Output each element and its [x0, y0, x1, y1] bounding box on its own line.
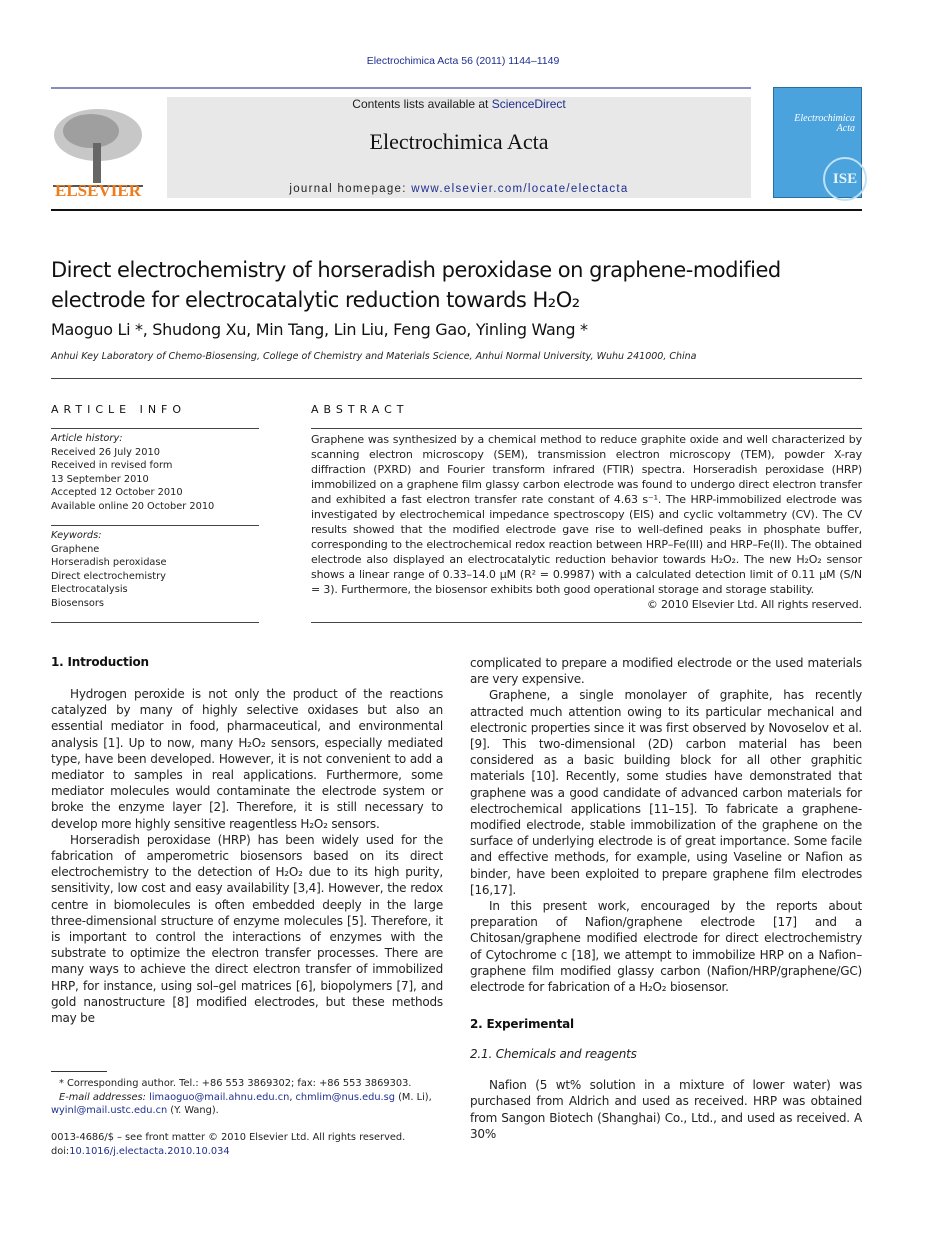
- email-link[interactable]: limaoguo@mail.ahnu.edu.cn: [149, 1091, 290, 1103]
- corresponding-author-note: * Corresponding author. Tel.: +86 553 3869302; fax: +86 553 3869303.: [59, 1078, 412, 1089]
- divider: [311, 622, 862, 623]
- homepage-prefix: journal homepage:: [289, 183, 412, 195]
- keyword: Graphene: [51, 543, 100, 555]
- sciencedirect-link[interactable]: ScienceDirect: [491, 97, 566, 111]
- doi-prefix: doi:: [51, 1145, 70, 1157]
- keywords: [51, 529, 259, 610]
- homepage-line: [167, 183, 751, 195]
- header-rule: [51, 87, 751, 89]
- email-label: E-mail addresses:: [59, 1091, 146, 1103]
- email-suffix: (Y. Wang).: [167, 1105, 219, 1116]
- paragraph: Graphene, a single monolayer of graphite, has recently attracted much attention owing to its particular mechanical and electronic properties since it was first observed by Novoselov et al. [9]. This two-dimensional (2D) carbon material has been considered as a basic building block for all other graphitic materials [10]. Recently, some studies have demonstrated that graphene was a good candidate of advanced carbon materials for electrochemical applications [11–15]. To fabricate a graphene-modified electrode, stable immobilization of the graphene on the surface of underlying electrode is of great importance. Some facile and effective methods, for example, using Vaseline or Nafion as binder, have been exploited to prepare graphene film electrodes [16,17].: [470, 688, 862, 897]
- history-item: Received 26 July 2010: [51, 446, 160, 458]
- affiliation: Anhui Key Laboratory of Chemo-Biosensing, College of Chemistry and Materials Science, Anhui Normal University, Wuhu 241000, China: [51, 351, 697, 362]
- homepage-link[interactable]: www.elsevier.com/locate/electacta: [411, 183, 629, 195]
- title-line: Direct electrochemistry of horseradish peroxidase on graphene-modified: [51, 258, 781, 282]
- contents-prefix: Contents lists available at: [352, 97, 492, 111]
- article-history: [51, 432, 259, 513]
- journal-title: Electrochimica Acta: [369, 129, 549, 154]
- subsection-heading: 2.1. Chemicals and reagents: [470, 1047, 637, 1062]
- title-line: electrode for electrocatalytic reduction towards H₂O₂: [51, 288, 580, 312]
- divider: [311, 428, 862, 429]
- section-heading: 1. Introduction: [51, 655, 149, 669]
- history-item: Accepted 12 October 2010: [51, 487, 183, 498]
- divider: [51, 525, 259, 526]
- paragraph: Nafion (5 wt% solution in a mixture of lower water) was purchased from Aldrich and used as received. HRP was obtained from Sangon Biotech (Shanghai) Co., Ltd., and used as received. A 30%: [470, 1078, 862, 1141]
- right-column: [470, 655, 862, 1142]
- ise-logo: ISE: [823, 157, 867, 201]
- keyword: Horseradish peroxidase: [51, 557, 167, 568]
- cover-title: Electrochimica Acta: [794, 113, 855, 134]
- footnote-rule: [51, 1071, 107, 1072]
- abstract-heading: ABSTRACT: [311, 403, 409, 416]
- divider: [51, 378, 862, 379]
- history-label: Article history:: [51, 433, 123, 444]
- abstract-copyright: © 2010 Elsevier Ltd. All rights reserved.: [646, 598, 862, 611]
- keyword: Biosensors: [51, 597, 105, 609]
- history-item: Received in revised form: [51, 460, 173, 471]
- doi-link[interactable]: 10.1016/j.electacta.2010.10.034: [69, 1145, 230, 1157]
- running-head[interactable]: Electrochimica Acta 56 (2011) 1144–1149: [366, 55, 560, 67]
- article-info-heading: ARTICLE INFO: [51, 403, 187, 416]
- left-column: [51, 655, 443, 1026]
- abstract-body: Graphene was synthesized by a chemical method to reduce graphite oxide and well characterized by scanning electron microscopy (SEM), transmission electron microscopy (TEM), powder X-ray diffraction (PXRD) and Fourier transform infrared (FTIR) spectra. Horseradish peroxidase (HRP) immobilized on a graphene film glassy carbon electrode was found to undergo direct electron transfer and exhibited a fast electron transfer rate constant of 4.63 s⁻¹. The HRP-immobilized electrode was investigated by electrochemical impedance spectroscopy (EIS) and cyclic voltammetry (CV). The CV results showed that the modified electrode gave rise to well-defined peaks in phosphate buffer, corresponding to the electrochemical redox reaction between HRP–Fe(III) and HRP–Fe(II). The obtained electrode also displayed an electrocatalytic reduction behavior towards H₂O₂. The new H₂O₂ sensor shows a linear range of 0.33–14.0 μM (R² = 0.9987) with a calculated detection limit of 0.11 μM (S/N = 3). Furthermore, the biosensor exhibits both good operational storage and storage stability.: [311, 433, 862, 596]
- journal-cover-image[interactable]: [773, 87, 862, 198]
- email-link[interactable]: wyinl@mail.ustc.edu.cn: [51, 1105, 168, 1116]
- author-list: Maoguo Li *, Shudong Xu, Min Tang, Lin Liu, Feng Gao, Yinling Wang *: [51, 320, 588, 339]
- keyword: Electrocatalysis: [51, 584, 128, 595]
- divider: [51, 622, 259, 623]
- paragraph: Horseradish peroxidase (HRP) has been widely used for the fabrication of amperometric biosensors based on its direct electrochemistry to the detection of H₂O₂ due to its high purity, sensitivity, low cost and easy availability [3,4]. However, the redox centre in biomolecules is often embedded deeply in the large three-dimensional structure of enzyme molecules [5]. Therefore, it is important to control the interactions of enzymes with the substrate to optimize the electron transfer processes. There are many ways to achieve the direct electron transfer of immobilized HRP, for instance, using sol–gel matrices [6], biopolymers [7], and gold nanostructure [8] modified electrodes, but these methods may be: [51, 832, 443, 1026]
- elsevier-wordmark: ELSEVIER: [55, 181, 141, 200]
- issn-doi: [51, 1131, 471, 1158]
- contents-line: [167, 97, 751, 111]
- article-title: [51, 255, 851, 315]
- paragraph: In this present work, encouraged by the reports about preparation of Nafion/graphene electrode [17] and a Chitosan/graphene modified electrode for direct electrochemistry of Cytochrome c [18], we attempt to immobilize HRP on a Nafion–graphene film modified glassy carbon (Nafion/HRP/graphene/GC) electrode for fabrication of a H₂O₂ biosensor.: [470, 899, 862, 995]
- issn-line: 0013-4686/$ – see front matter © 2010 Elsevier Ltd. All rights reserved.: [51, 1132, 406, 1143]
- history-item: 13 September 2010: [51, 473, 149, 485]
- divider: [51, 428, 259, 429]
- journal-banner: [167, 97, 751, 198]
- section-heading: 2. Experimental: [470, 1017, 574, 1032]
- keyword: Direct electrochemistry: [51, 570, 166, 582]
- header-bottom-rule: [51, 209, 862, 211]
- abstract-text: [311, 432, 862, 612]
- history-item: Available online 20 October 2010: [51, 500, 215, 512]
- footnotes: * Corresponding author. Tel.: +86 553 3869302; fax: +86 553 3869303. E-mail addresses: limaoguo@mail.ahnu.edu.cn, chmlim@nus.edu.sg (M. Li), wyinl@mail.ustc.edu.cn (Y. Wang).: [51, 1077, 443, 1118]
- email-suffix: (M. Li),: [395, 1091, 432, 1103]
- keywords-label: Keywords:: [51, 530, 102, 541]
- paragraph: complicated to prepare a modified electrode or the used materials are very expensive.: [470, 656, 862, 687]
- email-link[interactable]: chmlim@nus.edu.sg: [295, 1091, 395, 1103]
- paragraph: Hydrogen peroxide is not only the product of the reactions catalyzed by many of highly selective oxidases but also an essential mediator in food, pharmaceutical, and environmental analysis [1]. Up to now, many H₂O₂ sensors, especially mediated type, have been developed. However, it is not convenient to add a mediator to samples in real applications. Furthermore, some mediator molecules would contaminate the electrode system or broke the enzyme layer [2]. Therefore, it is still necessary to develop more highly sensitive reagentless H₂O₂ sensors.: [51, 687, 443, 831]
